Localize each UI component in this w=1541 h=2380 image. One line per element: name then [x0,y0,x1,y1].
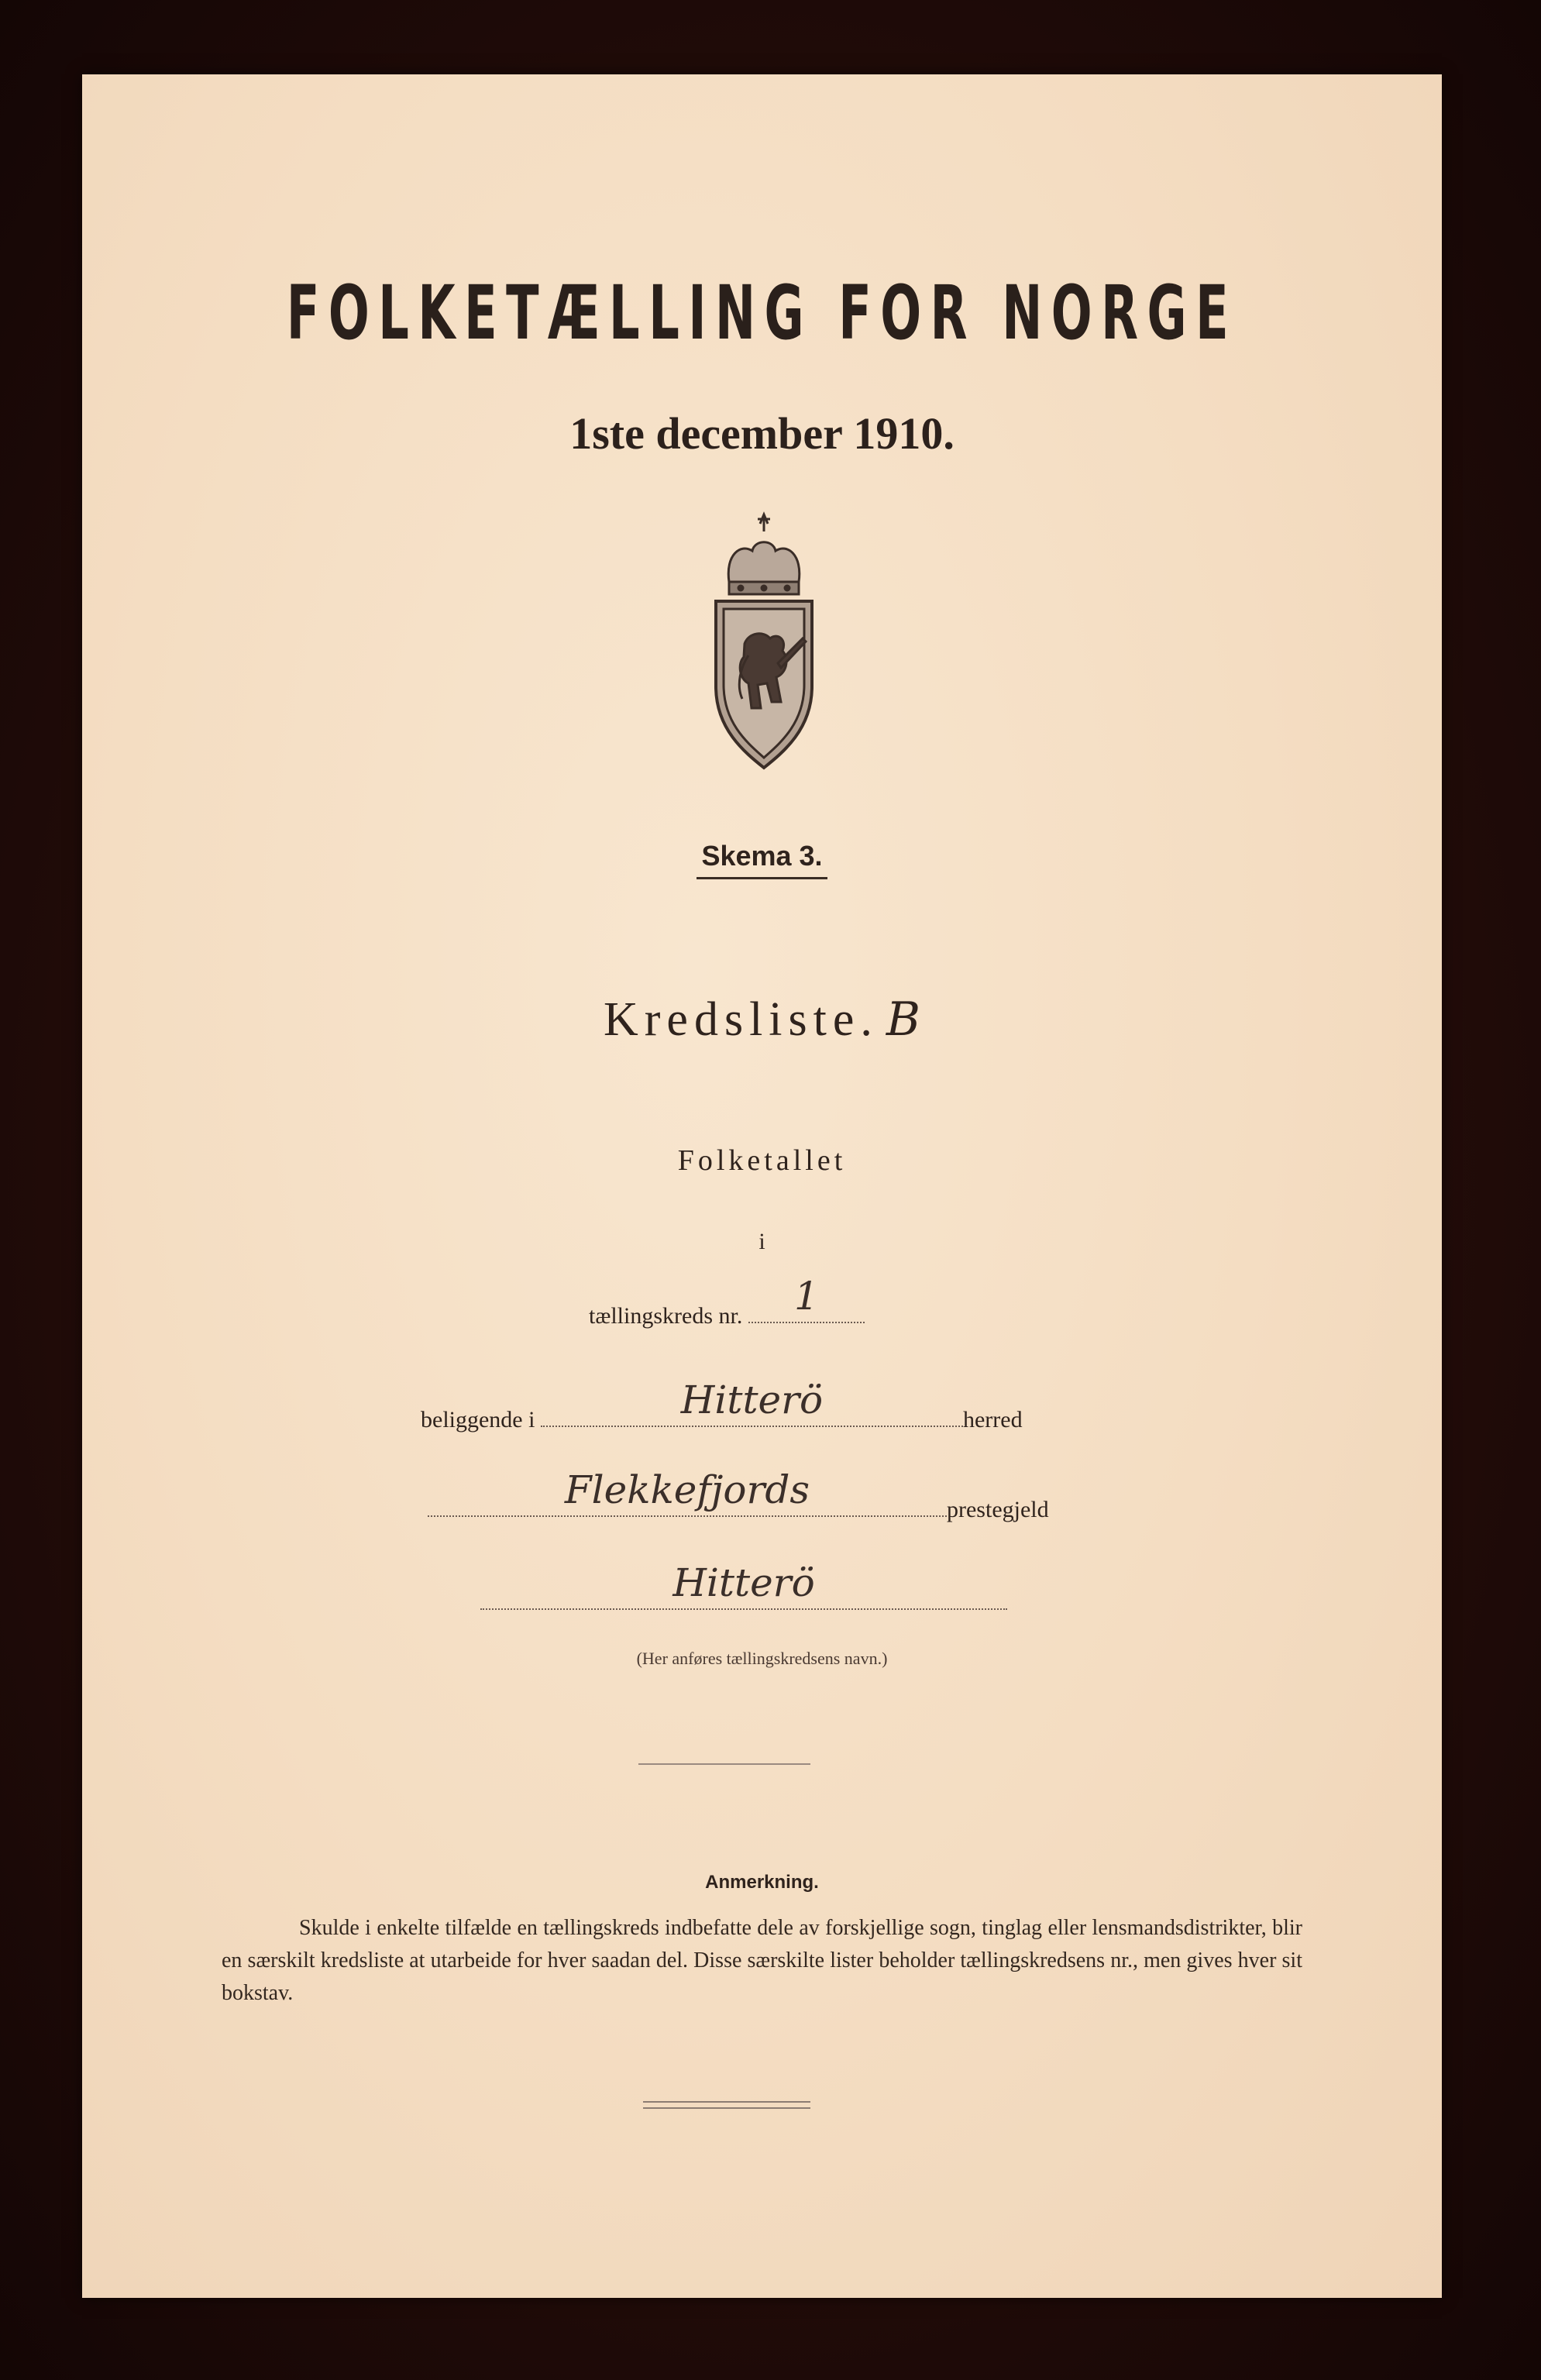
double-rule-divider [643,2101,810,2109]
list-title: Kredsliste. [604,993,879,1046]
parish-row [428,1467,1049,1523]
district-number-field [748,1274,865,1323]
district-number-value: 1 [793,1274,819,1319]
municipality-field [541,1377,963,1427]
municipality-suffix: herred [962,1407,1023,1432]
parish-field [428,1467,947,1517]
remark-title: Anmerkning. [705,1872,819,1893]
district-name-row [480,1560,1007,1616]
census-form-sheet [82,74,1442,2298]
district-number-label: tællingskreds nr. [589,1303,743,1329]
list-heading [82,992,1442,1047]
coat-of-arms-icon [686,508,841,779]
located-label: beliggende i [421,1407,535,1432]
schema-text: Skema 3. [697,840,827,879]
municipality-value: Hitterö [680,1377,824,1422]
district-name-field [480,1560,1007,1610]
list-letter-handwritten: B [886,992,920,1047]
schema-label [82,840,1442,879]
remark-body [222,1912,1302,2010]
parish-value: Flekkefjords [564,1467,810,1512]
district-name-value: Hitterö [672,1560,815,1605]
population-heading: Folketallet [677,1144,847,1177]
census-date: 1ste december 1910. [569,408,955,459]
parish-suffix: prestegjeld [947,1497,1049,1522]
remark-text: Skulde i enkelte tilfælde en tællingskreds indbefatte dele av forskjellige sogn, tinglag eller lensmandsdistrikter, blir en særskilt kredsliste at utarbeide for hver saadan del. Disse særskilte lister beholder tællingskredsens nr., men gives hver sit bokstav. [222,1916,1302,2005]
district-number-row [589,1274,865,1329]
divider-line [638,1763,810,1765]
district-name-note: (Her anføres tællingskredsens navn.) [636,1649,888,1668]
preposition-i: i [758,1229,765,1254]
form-title: FOLKETÆLLING FOR NORGE [286,270,1238,356]
municipality-row [421,1377,1023,1433]
